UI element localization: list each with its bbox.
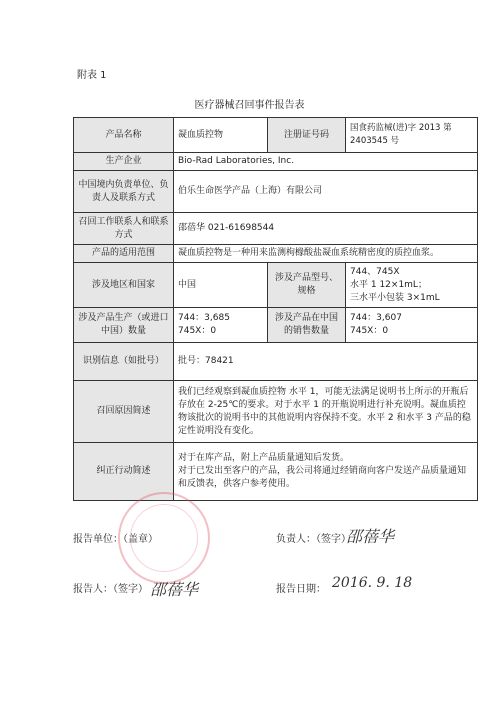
page-title: 医疗器械召回事件报告表 bbox=[194, 100, 305, 111]
report-unit-label: 报告单位：（盖章） bbox=[73, 534, 158, 545]
reporter-signature: 邵蓓华 bbox=[150, 580, 199, 599]
model-value: 744、745X 水平 1 12×1mL； 三水平小包装 3×1mL bbox=[346, 263, 478, 308]
china-rep-value: 伯乐生命医学产品（上海）有限公司 bbox=[174, 171, 478, 213]
contact-value: 邵蓓华 021-61698544 bbox=[174, 213, 478, 245]
scope-label: 产品的适用范围 bbox=[74, 245, 174, 263]
row-product-name bbox=[74, 118, 478, 153]
reason-value: 我们已经观察到凝血质控物 水平 1，可能无法满足说明书上所示的开瓶后存放在 2-25℃的要求。对于水平 1 的开瓶说明进行补充说明。凝血质控物该批次的说明书中的其他说明内容保持不变。水平 2 和水平 3 产品的稳定性说明没有变化。 bbox=[174, 381, 478, 443]
report-date-label: 报告日期： bbox=[276, 584, 326, 595]
china-rep-label: 中国境内负责单位、负责人及联系方式 bbox=[74, 171, 174, 213]
row-region-model bbox=[74, 263, 478, 308]
row-quantities bbox=[74, 308, 478, 343]
reg-no-value: 国食药监械(进)字 2013 第 2403545 号 bbox=[346, 118, 478, 153]
row-id-info bbox=[74, 343, 478, 381]
row-action bbox=[74, 443, 478, 501]
action-label: 纠正行动简述 bbox=[74, 443, 174, 501]
reporter-label: 报告人：（签字） bbox=[73, 584, 148, 595]
qty-sold-label: 涉及产品在中国的销售数量 bbox=[268, 308, 346, 343]
product-name-label: 产品名称 bbox=[74, 118, 174, 153]
id-info-value: 批号：78421 bbox=[174, 343, 478, 381]
region-value: 中国 bbox=[174, 263, 268, 308]
qty-sold-value: 744：3,607 745X：0 bbox=[346, 308, 478, 343]
action-value: 对于在库产品，附上产品质量通知后发货。 对于已发出至客户的产品，我公司将通过经销商向客户发送产品质量通知和反馈表，供客户参考使用。 bbox=[174, 443, 478, 501]
report-date-value: 2016. 9. 18 bbox=[332, 575, 413, 591]
recall-report-table bbox=[73, 117, 478, 501]
row-china-rep bbox=[74, 171, 478, 213]
row-scope bbox=[74, 245, 478, 263]
id-info-label: 识别信息（如批号） bbox=[74, 343, 174, 381]
scope-value: 凝血质控物是一种用来监测枸橼酸盐凝血系统精密度的质控血浆。 bbox=[174, 245, 478, 263]
manufacturer-value: Bio-Rad Laboratories, Inc. bbox=[174, 153, 478, 171]
responsible-signature: 邵蓓华 bbox=[346, 527, 395, 546]
qty-produced-label: 涉及产品生产（或进口中国）数量 bbox=[74, 308, 174, 343]
row-manufacturer bbox=[74, 153, 478, 171]
responsible-label: 负责人：（签字） bbox=[276, 534, 351, 545]
row-contact bbox=[74, 213, 478, 245]
model-label: 涉及产品型号、规格 bbox=[268, 263, 346, 308]
manufacturer-label: 生产企业 bbox=[74, 153, 174, 171]
product-name-value: 凝血质控物 bbox=[174, 118, 268, 153]
region-label: 涉及地区和国家 bbox=[74, 263, 174, 308]
annex-label: 附表 1 bbox=[77, 70, 107, 81]
reason-label: 召回原因简述 bbox=[74, 381, 174, 443]
contact-label: 召回工作联系人和联系方式 bbox=[74, 213, 174, 245]
row-reason bbox=[74, 381, 478, 443]
qty-produced-value: 744：3,685 745X：0 bbox=[174, 308, 268, 343]
reg-no-label: 注册证号码 bbox=[268, 118, 346, 153]
